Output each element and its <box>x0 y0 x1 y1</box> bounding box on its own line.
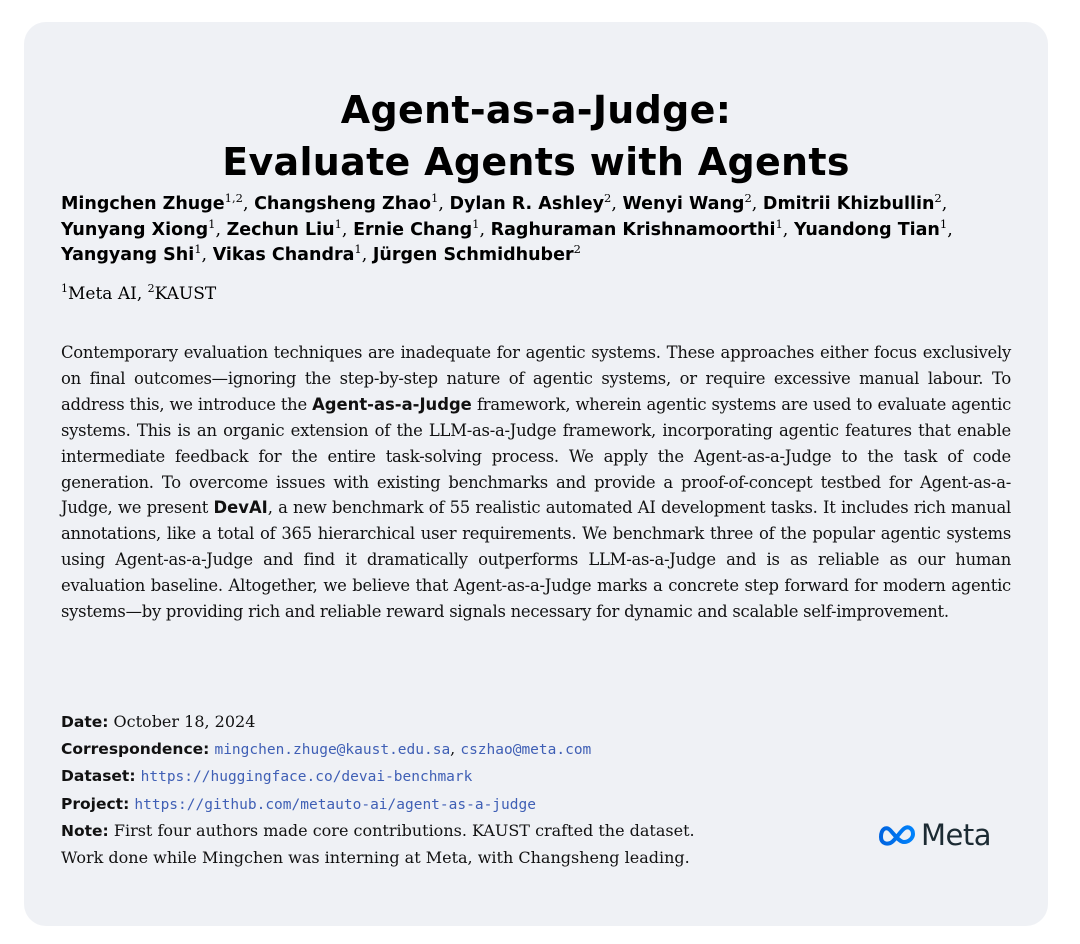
abstract-emphasis-framework: Agent-as-a-Judge <box>312 394 472 414</box>
project-row <box>61 791 861 819</box>
abstract-text: Contemporary evaluation techniques are inadequate for agentic systems. These approaches either focus exclusively on final outcomes—ignoring the step-by-step nature of agentic systems, or require excessive manual labour. To address this, we introduce the <box>61 343 1011 414</box>
author-name: Mingchen Zhuge <box>61 194 225 214</box>
correspondence-row <box>61 736 861 764</box>
author-name: Dylan R. Ashley <box>449 194 604 214</box>
affiliation-mark: 2 <box>147 282 155 295</box>
meta-infinity-icon <box>877 823 917 847</box>
email-link[interactable]: mingchen.zhuge@kaust.edu.sa <box>214 741 451 758</box>
affiliation-name: KAUST <box>154 284 217 304</box>
author-name: Yuandong Tian <box>793 219 940 240</box>
paper-header-card <box>24 22 1048 926</box>
author-affiliation-mark: 2 <box>744 191 752 205</box>
date-row <box>61 709 861 736</box>
author-affiliation-mark: 2 <box>934 191 942 205</box>
abstract-emphasis-benchmark: DevAI <box>213 498 268 518</box>
author-affiliation-mark: 1 <box>208 216 216 231</box>
affiliation-mark: 1 <box>61 282 68 295</box>
author-affiliation-mark: 1 <box>354 242 362 256</box>
author-name: Zechun Liu <box>226 219 335 240</box>
meta-logo <box>877 818 991 852</box>
author-name: Raghuraman Krishnamoorthi <box>490 219 776 240</box>
project-label: Project: <box>61 794 130 813</box>
dataset-row <box>61 763 861 791</box>
author-name: Jürgen Schmidhuber <box>372 245 574 265</box>
author-name: Dmitrii Khizbullin <box>762 194 935 214</box>
abstract-text: , a new benchmark of 55 realistic automated AI development tasks. It includes rich manual annotations, like a total of 365 hierarchical user requirements. We benchmark three of the popular agentic systems using Agent-as-a-Judge and find it dramatically outperforms LLM-as-a-Judge and is as reliable as our human evaluation baseline. Altogether, we believe that Agent-as-a-Judge marks a concrete step forward for modern agentic systems—by providing rich and reliable reward signals necessary for dynamic and scalable self-improvement. <box>61 498 1011 622</box>
author-affiliation-mark: 1 <box>431 191 439 205</box>
email-link[interactable]: cszhao@meta.com <box>460 741 592 758</box>
author-affiliation-mark: 1,2 <box>224 191 243 205</box>
author-name: Vikas Chandra <box>212 245 355 265</box>
project-link[interactable]: https://github.com/metauto-ai/agent-as-a-judge <box>134 796 536 813</box>
email-separator: , <box>450 738 461 758</box>
note-row-continued <box>61 845 861 872</box>
paper-title-line-2: Evaluate Agents with Agents <box>222 140 850 184</box>
date-label: Date: <box>61 713 109 731</box>
author-affiliation-mark: 1 <box>775 216 783 231</box>
author-affiliation-mark: 1 <box>194 242 202 256</box>
author-affiliation-mark: 1 <box>334 216 342 231</box>
author-name: Yangyang Shi <box>61 245 195 265</box>
note-text: Work done while Mingchen was interning at Meta, with Changsheng leading. <box>61 847 690 867</box>
author-name: Wenyi Wang <box>622 194 745 214</box>
note-row <box>61 818 861 845</box>
author-name: Ernie Chang <box>353 219 473 240</box>
dataset-link[interactable]: https://huggingface.co/devai-benchmark <box>140 769 473 785</box>
author-name: Changsheng Zhao <box>254 194 431 214</box>
paper-title-line-1: Agent-as-a-Judge: <box>340 88 732 132</box>
correspondence-label: Correspondence: <box>61 739 210 758</box>
author-affiliation-mark: 2 <box>604 191 612 205</box>
paper-title <box>24 84 1048 188</box>
author-affiliation-mark: 2 <box>573 242 581 256</box>
author-affiliation-mark: 1 <box>472 216 480 231</box>
note-text: First four authors made core contributions. KAUST crafted the dataset. <box>113 821 695 840</box>
paper-metadata <box>61 709 861 871</box>
abstract <box>61 340 1011 625</box>
affiliation-name: Meta AI, <box>68 284 148 304</box>
affiliations <box>61 284 216 304</box>
author-affiliation-mark: 1 <box>939 216 948 231</box>
note-label: Note: <box>61 822 109 840</box>
date-value: October 18, 2024 <box>113 712 256 731</box>
dataset-label: Dataset: <box>61 767 136 785</box>
meta-logo-wordmark: Meta <box>921 818 992 852</box>
author-list: Mingchen Zhuge$^{1,2}$, Changsheng Zhao$^1$, Dylan R. Ashley$^2$, Wenyi Wang$^2$, Dmitrii Khizbullin$^2$, Yunyang Xiong$^1$, Zechun Liu$^1$, Ernie Chang$^1$, Raghuraman Krishnamoorthi$^1$, Yuandong Tian$^1$, Yangyang Shi$^1$, Vikas Chandra$^1$, Jürgen Schmidhuber$^2$ <box>61 191 953 265</box>
author-name: Yunyang Xiong <box>61 219 209 240</box>
abstract-text: framework, wherein agentic systems are used to evaluate agentic systems. This is an organic extension of the LLM-as-a-Judge framework, incorporating agentic features that enable intermediate feedback for the entire task-solving process. We apply the Agent-as-a-Judge to the task of code generation. To overcome issues with existing benchmarks and provide a proof-of-concept testbed for Agent-as-a-Judge, we present <box>61 394 1011 518</box>
